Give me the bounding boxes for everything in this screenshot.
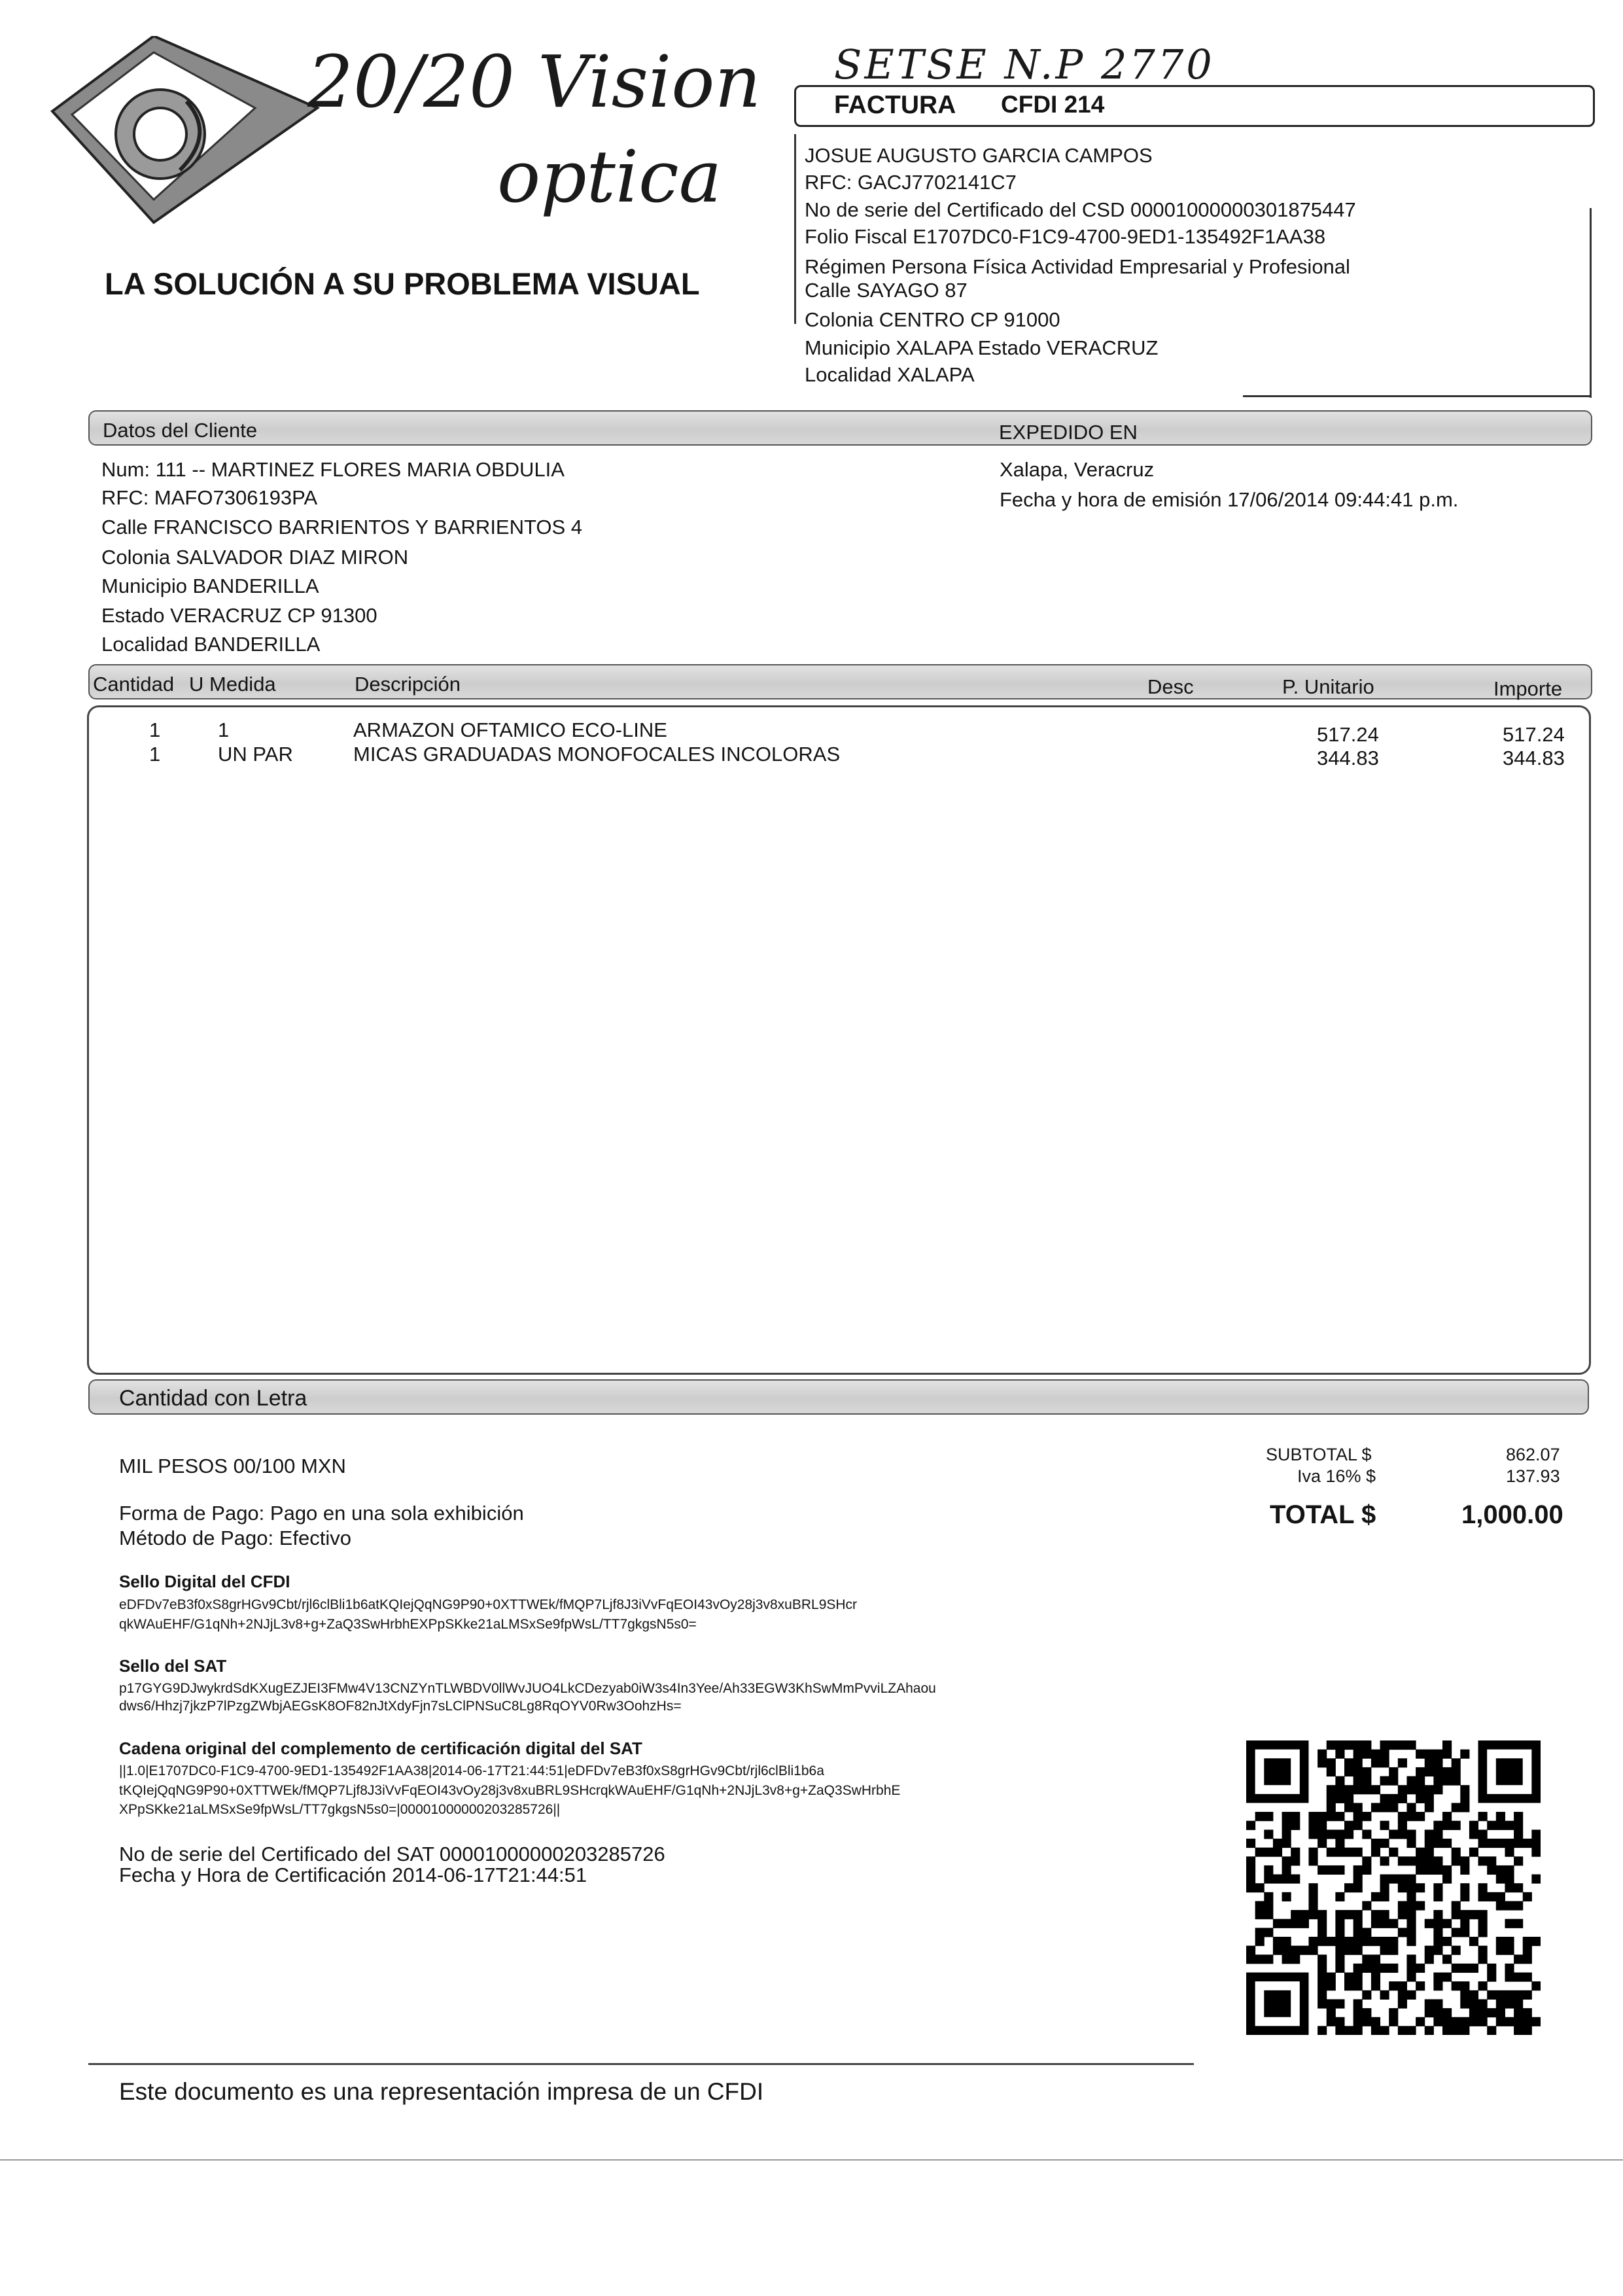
total-label: TOTAL $ [1270, 1500, 1376, 1529]
iva-label: Iva 16% $ [1297, 1466, 1376, 1486]
issuer-localidad: Localidad XALAPA [805, 363, 975, 386]
factura-label: FACTURA [834, 91, 956, 119]
cantidad-letra-label: Cantidad con Letra [119, 1386, 307, 1411]
cadena-line3: XPpSKke21aLMSxSe9fpWsL/TT7gkgsN5s0=|00001000000203285726|| [119, 1802, 561, 1817]
row-importe: 344.83 [1503, 747, 1565, 769]
row-importe: 517.24 [1503, 723, 1565, 746]
client-municipio: Municipio BANDERILLA [101, 574, 319, 597]
row-umedida: UN PAR [218, 743, 293, 766]
row-cantidad: 1 [149, 718, 161, 741]
cfdi-number: CFDI 214 [1001, 91, 1105, 118]
row-punitario: 344.83 [1317, 747, 1379, 769]
sat-cert-serie: No de serie del Certificado del SAT 00001000000203285726 [119, 1843, 665, 1865]
issuer-box-right-border [1590, 208, 1592, 398]
client-header-label: Datos del Cliente [103, 419, 258, 442]
col-importe: Importe [1493, 677, 1563, 700]
eye-logo-icon [46, 36, 321, 226]
issuer-csd-serial: No de serie del Certificado del CSD 00001000000301875447 [805, 198, 1356, 221]
iva-value: 137.93 [1506, 1466, 1560, 1486]
col-punitario: P. Unitario [1282, 675, 1374, 698]
sat-cert-fecha: Fecha y Hora de Certificación 2014-06-17T21:44:51 [119, 1863, 587, 1886]
client-num: Num: 111 -- MARTINEZ FLORES MARIA OBDULIA [101, 458, 565, 481]
row-descripcion: ARMAZON OFTAMICO ECO-LINE [353, 718, 667, 741]
total-value: 1,000.00 [1461, 1500, 1563, 1529]
col-cantidad: Cantidad [93, 673, 175, 696]
row-punitario: 517.24 [1317, 723, 1379, 746]
sello-cfdi-line2: qkWAuEHF/G1qNh+2NJjL3v8+g+ZaQ3SwHrbhEXPpSKke21aLMSxSe9fpWsL/TT7gkgsN5s0= [119, 1617, 697, 1632]
issuer-box-left-border [794, 134, 796, 324]
expedido-fecha: Fecha y hora de emisión 17/06/2014 09:44:41 p.m. [1000, 488, 1459, 511]
issuer-name: JOSUE AUGUSTO GARCIA CAMPOS [805, 144, 1153, 167]
cadena-title: Cadena original del complemento de certificación digital del SAT [119, 1739, 642, 1758]
issuer-box-bottom-border [1243, 395, 1592, 397]
handwritten-note: SETSE N.P 2770 [834, 41, 1215, 88]
issuer-rfc: RFC: GACJ7702141C7 [805, 171, 1017, 194]
subtotal-value: 862.07 [1506, 1445, 1560, 1464]
forma-pago: Forma de Pago: Pago en una sola exhibición [119, 1502, 524, 1525]
qr-code-icon [1246, 1740, 1541, 2035]
sello-cfdi-title: Sello Digital del CFDI [119, 1572, 290, 1591]
col-umedida: U Medida [189, 673, 276, 696]
items-table-body [87, 705, 1591, 1375]
cantidad-letra-value: MIL PESOS 00/100 MXN [119, 1455, 346, 1477]
page-bottom-edge [0, 2159, 1623, 2161]
cantidad-letra-bar [88, 1379, 1589, 1415]
issuer-regimen: Régimen Persona Física Actividad Empresarial y Profesional [805, 255, 1350, 278]
footer-note: Este documento es una representación impresa de un CFDI [119, 2078, 764, 2105]
issuer-municipio: Municipio XALAPA Estado VERACRUZ [805, 336, 1159, 359]
sello-sat-title: Sello del SAT [119, 1656, 227, 1676]
client-colonia: Colonia SALVADOR DIAZ MIRON [101, 546, 409, 569]
row-umedida: 1 [218, 718, 230, 741]
brand-name-line1: 20/20 Vision [307, 40, 761, 124]
issuer-calle: Calle SAYAGO 87 [805, 279, 968, 302]
col-descripcion: Descripción [355, 673, 461, 696]
subtotal-label: SUBTOTAL $ [1266, 1445, 1372, 1464]
cadena-line2: tKQIejQqNG9P90+0XTTWEk/fMQP7Ljf8J3iVvFqEOI43vOy28j3v8xuBRL9SHcrqkWAuEHF/G1qNh+2NJjL3v8+g+ZaQ3SwHrbhE [119, 1783, 901, 1798]
cadena-line1: ||1.0|E1707DC0-F1C9-4700-9ED1-135492F1AA38|2014-06-17T21:44:51|eDFDv7eB3f0xS8grHGv9Cbt/rjl6clBli1b6a [119, 1763, 824, 1778]
brand-tagline: LA SOLUCIÓN A SU PROBLEMA VISUAL [105, 266, 700, 301]
footer-divider [88, 2063, 1194, 2065]
issuer-colonia: Colonia CENTRO CP 91000 [805, 308, 1060, 331]
row-descripcion: MICAS GRADUADAS MONOFOCALES INCOLORAS [353, 743, 841, 766]
col-desc: Desc [1147, 675, 1194, 698]
client-calle: Calle FRANCISCO BARRIENTOS Y BARRIENTOS 4 [101, 516, 583, 539]
client-estado: Estado VERACRUZ CP 91300 [101, 604, 377, 627]
issuer-folio-fiscal: Folio Fiscal E1707DC0-F1C9-4700-9ED1-135492F1AA38 [805, 225, 1326, 248]
row-cantidad: 1 [149, 743, 161, 766]
items-table-header [88, 664, 1592, 699]
client-header-bar [88, 410, 1592, 446]
client-rfc: RFC: MAFO7306193PA [101, 486, 318, 509]
metodo-pago: Método de Pago: Efectivo [119, 1527, 352, 1549]
sello-sat-line1: p17GYG9DJwykrdSdKXugEZJEI3FMw4V13CNZYnTLWBDV0llWvJUO4LkCDezyab0iW3s4In3Yee/Ah33EGW3KhSwMmPvviLZAhaou [119, 1681, 936, 1696]
expedido-lugar: Xalapa, Veracruz [1000, 458, 1155, 481]
expedido-header-label: EXPEDIDO EN [999, 421, 1138, 444]
sello-sat-line2: dws6/Hhzj7jkzP7lPzgZWbjAEGsK8OF82nJtXdyFjn7sLClPNSuC8Lg8RqOYV0Rw3OohzHs= [119, 1699, 682, 1714]
client-localidad: Localidad BANDERILLA [101, 633, 321, 656]
sello-cfdi-line1: eDFDv7eB3f0xS8grHGv9Cbt/rjl6clBli1b6atKQIejQqNG9P90+0XTTWEk/fMQP7Ljf8J3iVvFqEOI43vOy28j3v8xuBRL9SHcr [119, 1597, 858, 1612]
brand-name-line2: optica [497, 135, 722, 219]
